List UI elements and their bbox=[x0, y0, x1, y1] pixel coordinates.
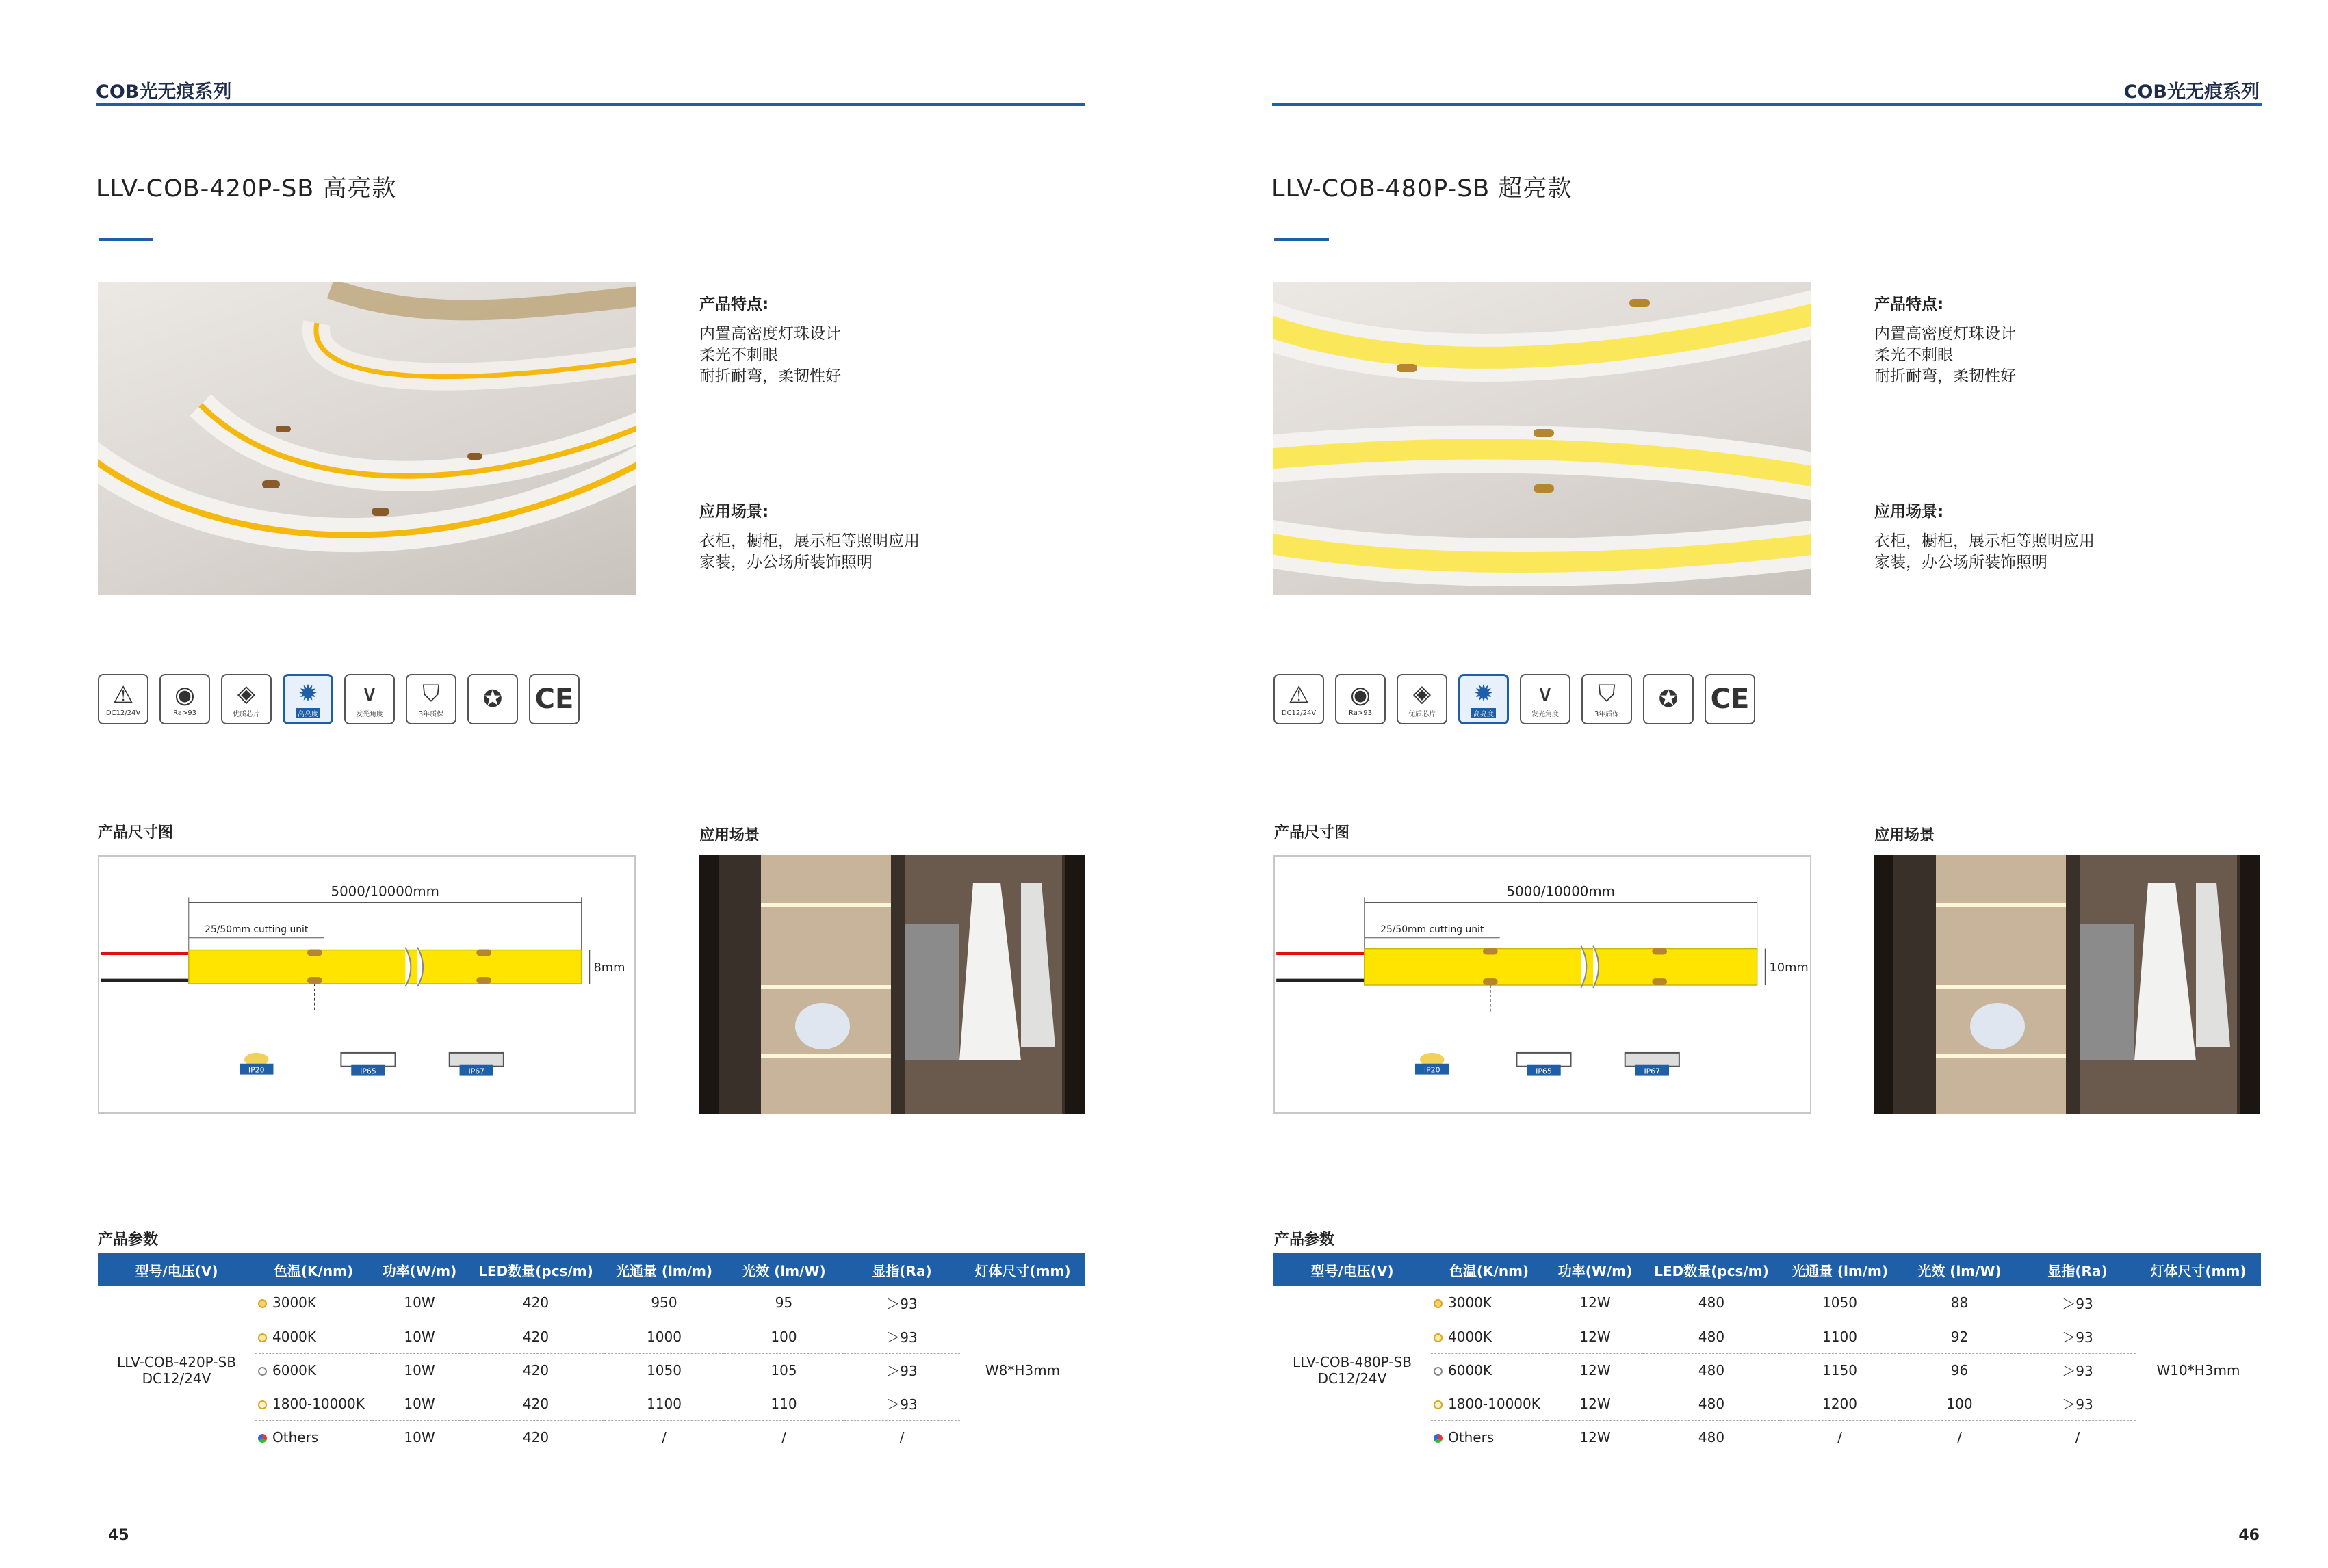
features-heading: 产品特点: bbox=[1874, 296, 1944, 313]
ip-label: IP20 bbox=[248, 1065, 265, 1075]
application-item: 衣柜，橱柜，展示柜等照明应用 bbox=[699, 532, 920, 550]
product-title: LLV-COB-420P-SB 高亮款 bbox=[96, 175, 397, 202]
col-header: 型号/电压(V) bbox=[98, 1253, 255, 1286]
params-heading: 产品参数 bbox=[98, 1231, 159, 1249]
size-cell: W8*H3mm bbox=[985, 1361, 1061, 1378]
product-photo bbox=[1273, 282, 1811, 595]
applications-block bbox=[1874, 501, 2095, 573]
dim-width-label: 8mm bbox=[593, 961, 625, 976]
eye-ra-icon: ◉ Ra>93 bbox=[1335, 674, 1386, 724]
col-header: 色温(K/nm) bbox=[255, 1253, 372, 1286]
tunable-white-dot bbox=[1434, 1400, 1443, 1409]
col-header: 光通量 (lm/m) bbox=[1780, 1253, 1900, 1286]
warm-white-dot bbox=[1434, 1299, 1443, 1308]
application-photo bbox=[699, 855, 1085, 1114]
product-title: LLV-COB-480P-SB 超亮款 bbox=[1271, 175, 1573, 202]
col-header: LED数量(pcs/m) bbox=[467, 1253, 604, 1286]
scene-heading: 应用场景 bbox=[1874, 827, 1935, 844]
table-row: LLV-COB-420P-SB DC12/24V 3000K 10W 420 950 95 ＞93 W8*H3mm bbox=[98, 1286, 1085, 1320]
col-header: 色温(K/nm) bbox=[1431, 1253, 1547, 1286]
header-rule bbox=[1272, 103, 2262, 106]
ip-label: IP65 bbox=[360, 1067, 376, 1076]
dim-width-label: 10mm bbox=[1769, 961, 1809, 976]
table-header-row bbox=[1273, 1253, 2261, 1286]
chip-icon: ◈ 优质芯片 bbox=[1397, 674, 1447, 724]
table-row: LLV-COB-480P-SB DC12/24V 3000K 12W 480 1050 88 ＞93 W10*H3mm bbox=[1273, 1286, 2261, 1320]
cool-white-dot bbox=[1434, 1367, 1443, 1376]
col-header: 灯体尺寸(mm) bbox=[2136, 1253, 2261, 1286]
dimension-drawing bbox=[1273, 855, 1811, 1114]
dim-length-label: 5000/10000mm bbox=[1506, 883, 1615, 900]
chip-icon: ◈ 优质芯片 bbox=[221, 674, 272, 724]
feature-item: 内置高密度灯珠设计 bbox=[1874, 325, 2016, 343]
model-cell: LLV-COB-480P-SB DC12/24V bbox=[1293, 1353, 1412, 1387]
features-block bbox=[699, 294, 841, 387]
dim-unit-label: 25/50mm cutting unit bbox=[1380, 924, 1484, 935]
table-row: 1800-10000K 12W 480 1200 100 ＞93 bbox=[1273, 1387, 2261, 1420]
col-header: 显指(Ra) bbox=[2019, 1253, 2136, 1286]
col-header: 功率(W/m) bbox=[1547, 1253, 1643, 1286]
dimension-heading: 产品尺寸图 bbox=[98, 824, 174, 841]
col-header: 光通量 (lm/m) bbox=[604, 1253, 724, 1286]
specs-table bbox=[1273, 1253, 2261, 1454]
warm-white-dot bbox=[258, 1299, 267, 1308]
page-number: 45 bbox=[108, 1527, 129, 1544]
application-item: 家装，办公场所装饰照明 bbox=[1874, 553, 2047, 571]
tunable-white-dot bbox=[258, 1400, 267, 1409]
application-item: 家装，办公场所装饰照明 bbox=[699, 553, 872, 571]
table-row: Others 10W 420 / / / bbox=[98, 1420, 1085, 1454]
table-row: 4000K 12W 480 1100 92 ＞93 bbox=[1273, 1320, 2261, 1353]
params-heading: 产品参数 bbox=[1274, 1231, 1335, 1249]
application-item: 衣柜，橱柜，展示柜等照明应用 bbox=[1874, 532, 2095, 550]
dimension-drawing bbox=[98, 855, 636, 1114]
voltage-warning-icon: ⚠ DC12/24V bbox=[1273, 674, 1324, 724]
col-header: 灯体尺寸(mm) bbox=[960, 1253, 1085, 1286]
applications-heading: 应用场景: bbox=[1874, 503, 1944, 521]
ip-label: IP20 bbox=[1423, 1065, 1440, 1075]
warranty-shield-icon: ⛉ 3年质保 bbox=[406, 674, 456, 724]
ip-label: IP67 bbox=[1644, 1067, 1661, 1076]
feature-item: 内置高密度灯珠设计 bbox=[699, 325, 841, 343]
title-underline bbox=[99, 238, 153, 241]
feature-item: 柔光不刺眼 bbox=[699, 346, 778, 364]
feature-item: 耐折耐弯，柔韧性好 bbox=[1874, 367, 2016, 385]
table-row: 6000K 12W 480 1150 96 ＞93 bbox=[1273, 1353, 2261, 1387]
application-photo bbox=[1874, 855, 2260, 1114]
model-cell: LLV-COB-420P-SB DC12/24V bbox=[117, 1353, 236, 1387]
product-photo bbox=[98, 282, 636, 595]
features-heading: 产品特点: bbox=[699, 296, 769, 313]
page-right bbox=[1164, 0, 2328, 1568]
warranty-shield-icon: ⛉ 3年质保 bbox=[1581, 674, 1632, 724]
table-row: 6000K 10W 420 1050 105 ＞93 bbox=[98, 1353, 1085, 1387]
col-header: 型号/电压(V) bbox=[1273, 1253, 1431, 1286]
ce-mark-icon: CE bbox=[1705, 674, 1755, 724]
applications-heading: 应用场景: bbox=[699, 503, 769, 521]
voltage-warning-icon: ⚠ DC12/24V bbox=[98, 674, 148, 724]
col-header: LED数量(pcs/m) bbox=[1643, 1253, 1780, 1286]
eye-ra-icon: ◉ Ra>93 bbox=[159, 674, 210, 724]
col-header: 显指(Ra) bbox=[844, 1253, 960, 1286]
scene-heading: 应用场景 bbox=[699, 827, 760, 844]
dim-unit-label: 25/50mm cutting unit bbox=[205, 924, 309, 935]
col-header: 光效 (lm/W) bbox=[724, 1253, 844, 1286]
feature-item: 柔光不刺眼 bbox=[1874, 346, 1953, 364]
series-label: COB光无痕系列 bbox=[96, 81, 232, 103]
page-number: 46 bbox=[2238, 1527, 2260, 1544]
col-header: 功率(W/m) bbox=[372, 1253, 467, 1286]
feature-item: 耐折耐弯，柔韧性好 bbox=[699, 367, 841, 385]
ip-label: IP67 bbox=[468, 1067, 485, 1076]
cool-white-dot bbox=[258, 1367, 267, 1376]
size-cell: W10*H3mm bbox=[2156, 1361, 2240, 1378]
col-header: 光效 (lm/W) bbox=[1900, 1253, 2019, 1286]
table-row: 4000K 10W 420 1000 100 ＞93 bbox=[98, 1320, 1085, 1353]
header-rule bbox=[96, 103, 1085, 106]
iso-certified-icon: ✪ bbox=[1643, 674, 1694, 724]
applications-block bbox=[699, 501, 920, 573]
natural-white-dot bbox=[258, 1333, 267, 1342]
high-brightness-icon: ✹ 高亮度 bbox=[1458, 674, 1509, 724]
certification-icons bbox=[1273, 674, 1755, 724]
ip-label: IP65 bbox=[1536, 1067, 1552, 1076]
specs-table bbox=[98, 1253, 1085, 1454]
table-header-row bbox=[98, 1253, 1085, 1286]
series-label: COB光无痕系列 bbox=[2123, 81, 2260, 103]
iso-certified-icon: ✪ bbox=[467, 674, 518, 724]
dim-length-label: 5000/10000mm bbox=[331, 883, 439, 900]
natural-white-dot bbox=[1434, 1333, 1443, 1342]
beam-angle-icon: ∨ 发光角度 bbox=[1520, 674, 1570, 724]
title-underline bbox=[1274, 238, 1329, 241]
beam-angle-icon: ∨ 发光角度 bbox=[344, 674, 395, 724]
ce-mark-icon: CE bbox=[529, 674, 580, 724]
table-row: Others 12W 480 / / / bbox=[1273, 1420, 2261, 1454]
features-block bbox=[1874, 294, 2016, 387]
rgb-dot bbox=[258, 1434, 267, 1443]
high-brightness-icon: ✹ 高亮度 bbox=[283, 674, 333, 724]
table-row: 1800-10000K 10W 420 1100 110 ＞93 bbox=[98, 1387, 1085, 1420]
certification-icons bbox=[98, 674, 580, 724]
rgb-dot bbox=[1434, 1434, 1443, 1443]
dimension-heading: 产品尺寸图 bbox=[1274, 824, 1350, 841]
